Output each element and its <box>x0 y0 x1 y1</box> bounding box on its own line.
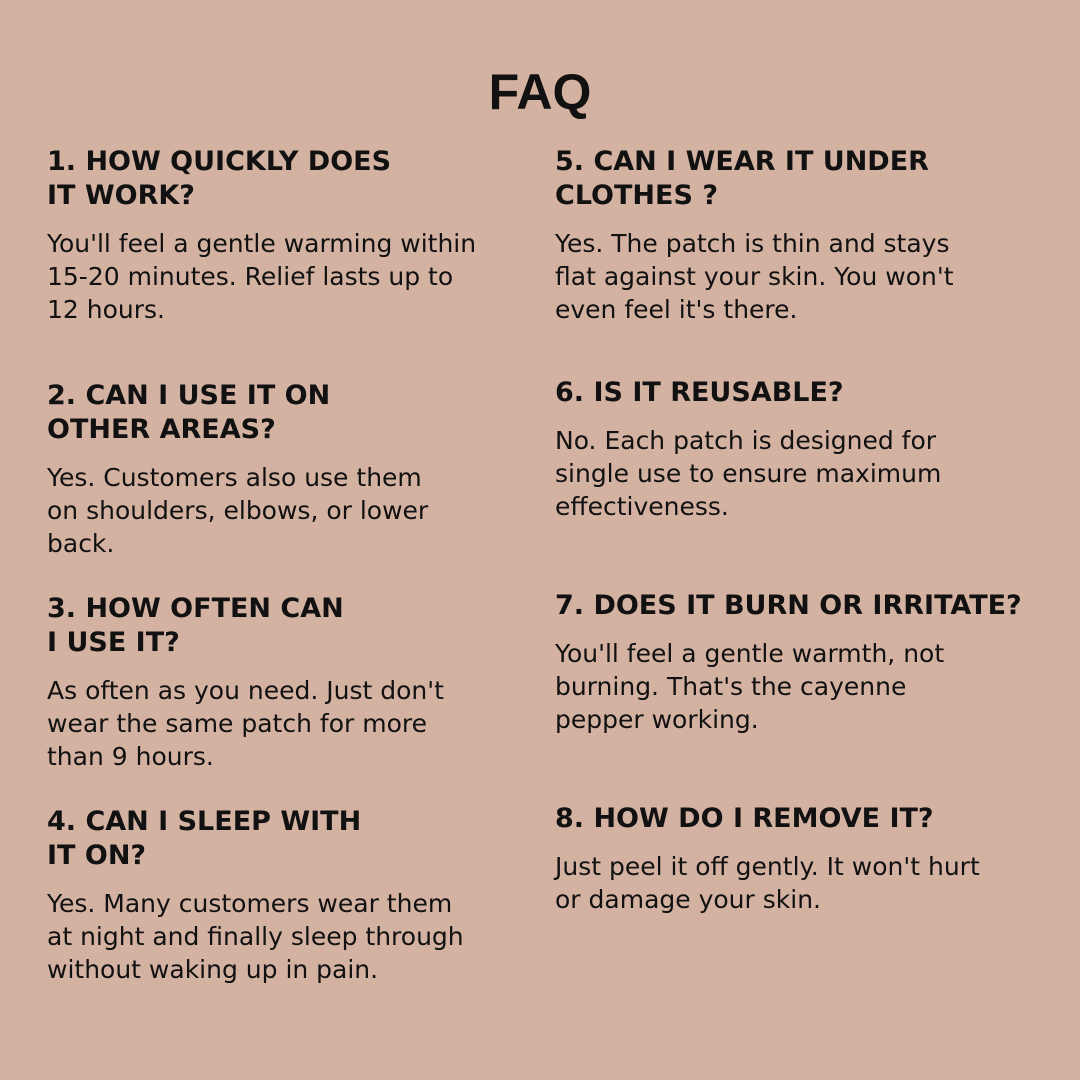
faq-question: 4. CAN I SLEEP WITH IT ON? <box>47 806 362 871</box>
faq-item-1 <box>47 145 527 326</box>
faq-answer: Yes. Many customers wear them at night and finally sleep through without waking up in pain. <box>47 889 464 984</box>
faq-answer: No. Each patch is designed for single use to ensure maximum effectiveness. <box>555 426 942 521</box>
faq-question: 1. HOW QUICKLY DOES IT WORK? <box>47 146 392 211</box>
faq-answer: Just peel it off gently. It won't hurt or damage your skin. <box>555 852 980 914</box>
faq-question: 2. CAN I USE IT ON OTHER AREAS? <box>47 380 331 445</box>
faq-question: 3. HOW OFTEN CAN I USE IT? <box>47 593 344 658</box>
faq-item-5 <box>555 145 1035 326</box>
faq-answer: Yes. Customers also use them on shoulders, elbows, or lower back. <box>47 463 429 558</box>
faq-item-6 <box>555 376 1035 523</box>
faq-item-4 <box>47 805 527 986</box>
faq-question: 7. DOES IT BURN OR IRRITATE? <box>555 590 1022 621</box>
faq-answer: You'll feel a gentle warming within 15-20 minutes. Relief lasts up to 12 hours. <box>47 229 477 324</box>
faq-item-2 <box>47 379 527 560</box>
faq-answer: As often as you need. Just don't wear the same patch for more than 9 hours. <box>47 676 444 771</box>
faq-answer: You'll feel a gentle warmth, not burning. That's the cayenne pepper working. <box>555 639 945 734</box>
faq-item-8 <box>555 802 1035 916</box>
faq-item-3 <box>47 592 527 773</box>
faq-question: 6. IS IT REUSABLE? <box>555 377 844 408</box>
faq-question: 5. CAN I WEAR IT UNDER CLOTHES ? <box>555 146 929 211</box>
faq-answer: Yes. The patch is thin and stays flat against your skin. You won't even feel it's there. <box>555 229 954 324</box>
faq-item-7 <box>555 589 1035 736</box>
faq-question: 8. HOW DO I REMOVE IT? <box>555 803 934 834</box>
page-title: FAQ <box>488 63 592 120</box>
